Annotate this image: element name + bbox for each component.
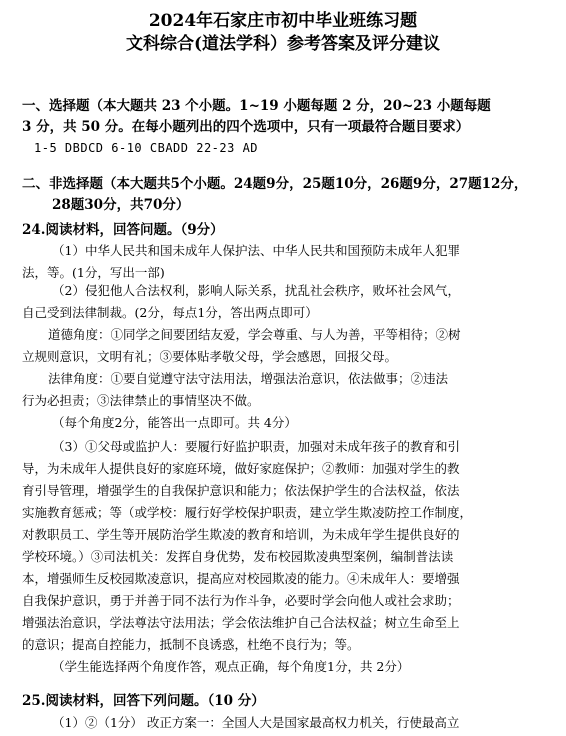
q24-p3-line: 增强法治意识，学法尊法守法用法；学会依法维护自己合法权益；树立生命至上: [22, 615, 460, 630]
q25-heading: 25.阅读材料，回答下列问题。（10 分）: [22, 693, 265, 709]
q24-p3-line: 自我保护意识，勇于并善于同不法行为作斗争，必要时学会向他人或社会求助；: [22, 593, 460, 608]
section1-heading-line2: 3 分，共 50 分。在每小题列出的四个选项中，只有一项最符合题目要求）: [22, 119, 470, 135]
q24-p3-line: 实施教育惩戒；等（或学校：履行好学校保护职责，建立学生欺凌防控工作制度，: [22, 505, 473, 520]
q24-p1-line: （1）中华人民共和国未成年人保护法、中华人民共和国预防未成年人犯罪: [52, 243, 460, 258]
q24-p3-line: 学校环境。）③司法机关：发挥自身优势，发布校园欺凌典型案例，编制普法读: [22, 549, 454, 564]
section2-heading-line2: 28题30分，共70分）: [52, 197, 190, 213]
q24-p2-line: （2）侵犯他人合法权利，影响人际关系，扰乱社会秩序，败坏社会风气，: [52, 283, 460, 298]
section1-heading-line1: 一、选择题（本大题共 23 个小题。1~19 小题每题 2 分，20~23 小题每题: [22, 98, 491, 114]
q24-p3-line: 的意识；提高自控能力，抵制不良诱惑，杜绝不良行为；等。: [22, 637, 360, 652]
doc-title-line1: 2024年石家庄市初中毕业班练习题: [148, 11, 418, 31]
q24-p2-line: 法律角度：①要自觉遵守法守法用法，增强法治意识，依法做事；②违法: [48, 371, 449, 386]
section2-heading-line1: 二、非选择题（本大题共5个小题。24题9分，25题10分，26题9分，27题12分，: [22, 176, 528, 192]
q24-p3-line: （学生能选择两个角度作答，观点正确，每个角度1分，共 2分）: [52, 659, 410, 674]
q24-p3-line: 导，为未成年人提供良好的家庭环境，做好家庭保护；②教师：加强对学生的教: [22, 461, 460, 476]
doc-title-line2: 文科综合(道法学科）参考答案及评分建议: [125, 34, 441, 54]
q24-p2-line: 自己受到法律制裁。(2分，每点1分，答出两点即可）: [22, 305, 318, 320]
q24-p3-line: （3）①父母或监护人：要履行好监护职责，加强对未成年孩子的教育和引: [52, 439, 460, 454]
q24-p2-line: 立规则意识，文明有礼；③要体贴孝敬父母，学会感恩，回报父母。: [22, 349, 398, 364]
q24-p3-line: 育引导管理，增强学生的自我保护意识和能力；依法保护学生的合法权益，依法: [22, 483, 460, 498]
q24-p2-line: 行为必担责；③法律禁止的事情坚决不做。: [22, 393, 260, 408]
q24-p2-line: （每个角度2分，能答出一点即可。共 4分）: [52, 415, 297, 430]
q24-p3-line: 对教职员工、学生等开展防治学生欺凌的教育和培训，为未成年学生提供良好的: [22, 527, 460, 542]
section1-answers: 1-5 DBDCD 6-10 CBADD 22-23 AD: [34, 141, 259, 155]
q24-p3-line: 本，增强师生反校园欺凌意识，提高应对校园欺凌的能力。④未成年人：要增强: [22, 571, 460, 586]
q24-p1-line: 法，等。(1分，写出一部): [22, 265, 165, 280]
q24-p2-line: 道德角度：①同学之间要团结友爱，学会尊重、与人为善，平等相待；②树: [48, 327, 461, 342]
q25-p1-line: （1）②（1分） 改正方案一：全国人大是国家最高权力机关，行使最高立: [52, 715, 460, 730]
q24-heading: 24.阅读材料，回答问题。（9分）: [22, 222, 224, 238]
